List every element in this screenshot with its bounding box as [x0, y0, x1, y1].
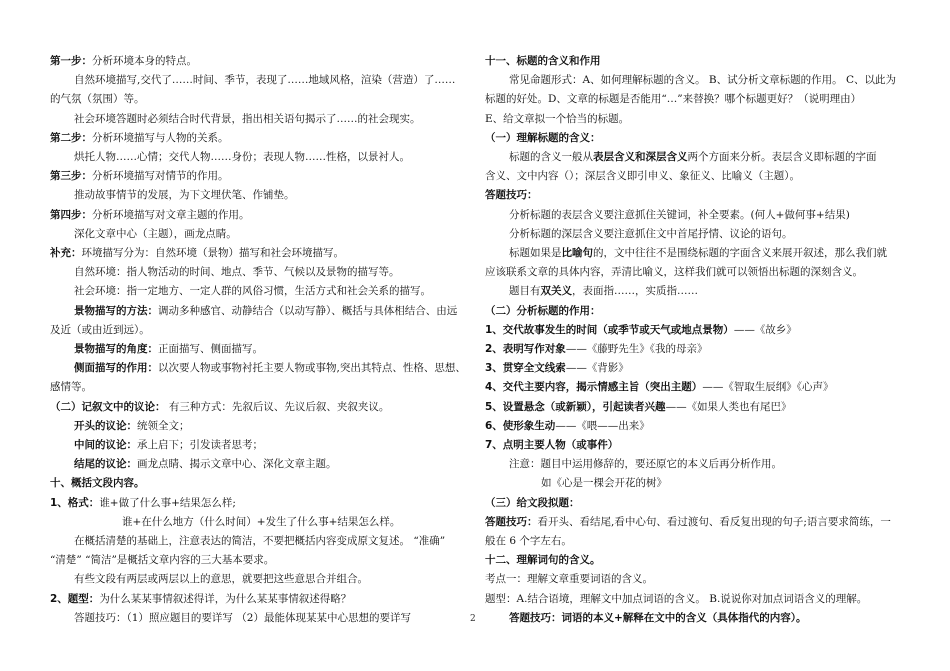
text-span: 烘托人物……心情；交代人物……身份；表现人物……性格，以景衬人。 — [74, 151, 410, 164]
text-span: 应该联系文章的具体内容，弄清比喻义，这样我们就可以领悟出标题的深刻含义。 — [485, 266, 863, 279]
text-span: 统领全文； — [137, 419, 190, 432]
text-span: 考点一：理解文章重要词语的含义。 — [485, 573, 653, 586]
text-span: 的气氛（氛围）等。 — [50, 93, 145, 106]
bold-text: 2、表明写作对象 — [485, 343, 566, 356]
bold-text: （二）分析标题的作用： — [485, 304, 601, 317]
text-line — [50, 609, 468, 628]
text-line — [50, 71, 468, 90]
bold-text: 7、点明主要人物（或事件） — [485, 439, 619, 452]
text-span: 分析标题的表层含义要注意抓住关键词，补全要素。(何人+做何事+结果) — [509, 208, 850, 221]
text-line — [50, 494, 468, 513]
bold-text: 十一、标题的含义和作用 — [485, 55, 601, 67]
bold-text: 景物描写的方法： — [74, 304, 158, 317]
text-span: 承上启下；引发读者思考； — [137, 439, 263, 452]
text-span: 谁+在什么地方（什么时间）+发生了什么事+结果怎么样。 — [122, 515, 401, 528]
text-span: E、给文章拟一个恰当的标题。 — [485, 112, 630, 125]
text-line — [485, 532, 905, 551]
text-span: 自然环境描写,交代了……时间、季节，表现了……地域风格，渲染（营造）了…… — [74, 74, 456, 87]
text-line — [485, 570, 905, 589]
text-line — [50, 570, 468, 589]
bold-text: （一）理解标题的含义： — [485, 131, 601, 144]
text-line — [485, 474, 905, 493]
text-span: 及近（或由近到远）。 — [50, 323, 150, 336]
text-line — [50, 129, 468, 148]
bold-text: 3、贯穿全文线索 — [485, 362, 566, 375]
text-span: 含义、文中内容（）；深层含义即引申义、象征义、比喻义（主题）。 — [485, 170, 800, 183]
bold-text: 开头的议论： — [74, 419, 137, 432]
text-line — [50, 417, 468, 436]
bold-text: 侧面描写的作用： — [74, 362, 158, 375]
text-span: 分析标题的深层含义要注意抓住文中首尾抒情、议论的语句。 — [509, 227, 793, 240]
text-line — [485, 551, 905, 570]
text-span: ——《藤野先生》《我的母亲》 — [565, 343, 708, 356]
text-line — [485, 436, 905, 455]
text-line — [50, 282, 468, 301]
text-line — [485, 129, 905, 148]
text-span: 社会环境答题时必须结合时代背景，指出相关语句揭示了……的社会现实。 — [74, 112, 421, 125]
bold-text: 第三步： — [50, 170, 92, 183]
text-line — [485, 494, 905, 513]
text-span: ——《故乡》 — [733, 323, 797, 336]
text-span: ——《如果人类也有尾巴》 — [665, 400, 792, 413]
text-line — [50, 590, 468, 609]
text-line — [50, 263, 468, 282]
text-span: ——《喂——出来》 — [555, 419, 650, 432]
text-line — [485, 282, 905, 301]
text-line — [50, 474, 468, 493]
bold-text: 答题技巧： — [485, 515, 538, 528]
text-line — [50, 321, 468, 340]
text-line — [485, 513, 905, 532]
text-line — [485, 206, 905, 225]
text-span: 题目有 — [509, 285, 541, 298]
text-line — [50, 551, 468, 570]
bold-text: 十、概括文段内容。 — [50, 477, 145, 490]
text-line — [50, 378, 468, 397]
page-number: 2 — [470, 614, 476, 624]
bold-text: 补充： — [50, 247, 82, 260]
text-span: 有三种方式：先叙后议、先议后叙、夹叙夹议。 — [165, 400, 390, 413]
text-line — [485, 52, 905, 71]
text-line — [50, 148, 468, 167]
bold-text: 1、格式： — [50, 496, 100, 509]
text-span: 谁+做了什么事+结果怎么样; — [99, 496, 236, 509]
text-line — [50, 206, 468, 225]
bold-text: 比喻句 — [561, 247, 593, 260]
bold-text: 答题技巧：词语的本义+解释在文中的含义（具体指代的内容）。 — [509, 611, 807, 624]
right-column — [485, 52, 905, 628]
text-line — [50, 110, 468, 129]
text-span: 画龙点睛、揭示文章中心、深化文章主题。 — [137, 458, 337, 471]
text-span: 如《心是一棵会开花的树》 — [541, 477, 667, 490]
bold-text: 1、交代故事发生的时间（或季节或天气或地点景物） — [485, 323, 734, 336]
text-span: 标题的含义一般从 — [509, 151, 593, 164]
text-span: 分析环境描写对文章主题的作用。 — [92, 208, 250, 221]
text-line — [50, 90, 468, 109]
text-span: 在概括清楚的基础上，注意表达的简洁，不要把概括内容变成原文复述。 “准确” — [74, 535, 446, 548]
text-line — [485, 455, 905, 474]
text-line — [485, 398, 905, 417]
text-span: 般在 6 个字左右。 — [485, 535, 572, 548]
text-line — [50, 398, 468, 417]
text-line — [485, 417, 905, 436]
text-span: 标题如果是 — [509, 247, 562, 260]
text-line — [485, 186, 905, 205]
bold-text: 表层含义和深层含义 — [593, 151, 688, 164]
text-line — [50, 513, 468, 532]
text-line — [485, 90, 905, 109]
text-line — [50, 532, 468, 551]
text-line — [50, 340, 468, 359]
text-span: 答题技巧：（1）照应题目的要详写 （2）最能体现某某中心思想的要详写 — [74, 611, 411, 624]
bold-text: 中间的议论： — [74, 439, 137, 452]
text-span: ——《背影》 — [565, 362, 629, 375]
text-line — [485, 340, 905, 359]
text-span: 分析环境本身的特点。 — [92, 55, 197, 67]
text-line — [50, 359, 468, 378]
text-line — [485, 609, 905, 628]
text-line — [485, 244, 905, 263]
text-line — [50, 455, 468, 474]
text-span: ，表面指……，实质指…… — [572, 285, 698, 298]
text-line — [50, 186, 468, 205]
text-line — [485, 110, 905, 129]
bold-text: 5、设置悬念（或新颖），引起读者兴趣 — [485, 400, 666, 413]
text-span: “清楚” “简洁”是概括文章内容的三大基本要求。 — [50, 554, 275, 567]
bold-text: 十二、理解词句的含义。 — [485, 554, 601, 567]
text-span: 为什么某某事情叙述得详，为什么某某事情叙述得略？ — [99, 592, 352, 605]
text-span: 社会环境：指一定地方、一定人群的风俗习惯，生活方式和社会关系的描写。 — [74, 285, 431, 298]
bold-text: 4、交代主要内容，揭示情感主旨（突出主题） — [485, 381, 703, 394]
bold-text: 第四步： — [50, 208, 92, 221]
text-line — [485, 263, 905, 282]
left-column — [50, 52, 468, 628]
text-line — [485, 359, 905, 378]
bold-text: 结尾的议论： — [74, 458, 137, 471]
text-span: 分析环境描写对情节的作用。 — [92, 170, 229, 183]
text-span: 两个方面来分析。表层含义即标题的字面 — [687, 151, 877, 164]
text-span: 注意：题目中运用修辞的，要还原它的本义后再分析作用。 — [509, 458, 782, 471]
text-line — [485, 378, 905, 397]
bold-text: 第一步： — [50, 55, 92, 67]
text-line — [485, 225, 905, 244]
text-span: 看开头、看结尾,看中心句、看过渡句、看反复出现的句子;语言要求简练，一 — [537, 515, 891, 528]
text-line — [50, 244, 468, 263]
text-line — [50, 167, 468, 186]
bold-text: 6、使形象生动 — [485, 419, 556, 432]
text-line — [50, 436, 468, 455]
text-span: 正面描写、侧面描写。 — [158, 343, 263, 356]
text-span: 的，文中往往不是围绕标题的字面含义来展开叙述，那么我们就 — [593, 247, 887, 260]
text-span: 深化文章中心（主题），画龙点睛。 — [74, 227, 237, 240]
bold-text: （三）给文段拟题： — [485, 496, 580, 509]
text-line — [485, 321, 905, 340]
text-span: 有些文段有两层或两层以上的意思，就要把这些意思合并组合。 — [74, 573, 368, 586]
text-line — [485, 71, 905, 90]
bold-text: 答题技巧： — [485, 189, 538, 202]
text-span: 调动多种感官、动静结合（以动写静）、概括与具体相结合、由远 — [158, 304, 458, 317]
text-line — [50, 302, 468, 321]
text-span: 题型：A.结合语境，理解文中加点词语的含义。 B.说说你对加点词语含义的理解。 — [485, 592, 868, 605]
bold-text: 景物描写的角度： — [74, 343, 158, 356]
bold-text: 2、题型： — [50, 592, 100, 605]
text-line — [485, 590, 905, 609]
text-line — [485, 167, 905, 186]
text-line — [50, 52, 468, 71]
text-span: 感情等。 — [50, 381, 92, 394]
text-line — [485, 302, 905, 321]
text-span: 标题的好处。D、文章的标题是否能用“…”来替换？哪个标题更好？（说明理由） — [485, 93, 862, 106]
text-span: ——《智取生辰纲》《心声》 — [702, 381, 834, 394]
text-span: 分析环境描写与人物的关系。 — [92, 131, 229, 144]
text-span: 以次要人物或事物衬托主要人物或事物,突出其特点、性格、思想、 — [158, 362, 466, 375]
bold-text: （二）记叙文中的议论： — [50, 400, 166, 413]
text-span: 自然环境：指人物活动的时间、地点、季节、气候以及景物的描写等。 — [74, 266, 400, 279]
text-span: 常见命题形式：A、如何理解标题的含义。 B、试分析文章标题的作用。 C、以此为 — [509, 74, 897, 87]
bold-text: 第二步： — [50, 131, 92, 144]
bold-text: 双关义 — [540, 285, 572, 298]
text-span: 环境描写分为：自然环境（景物）描写和社会环境描写。 — [81, 247, 344, 260]
text-span: 推动故事情节的发展，为下文埋伏笔、作铺垫。 — [74, 189, 295, 202]
text-line — [50, 225, 468, 244]
text-line — [485, 148, 905, 167]
